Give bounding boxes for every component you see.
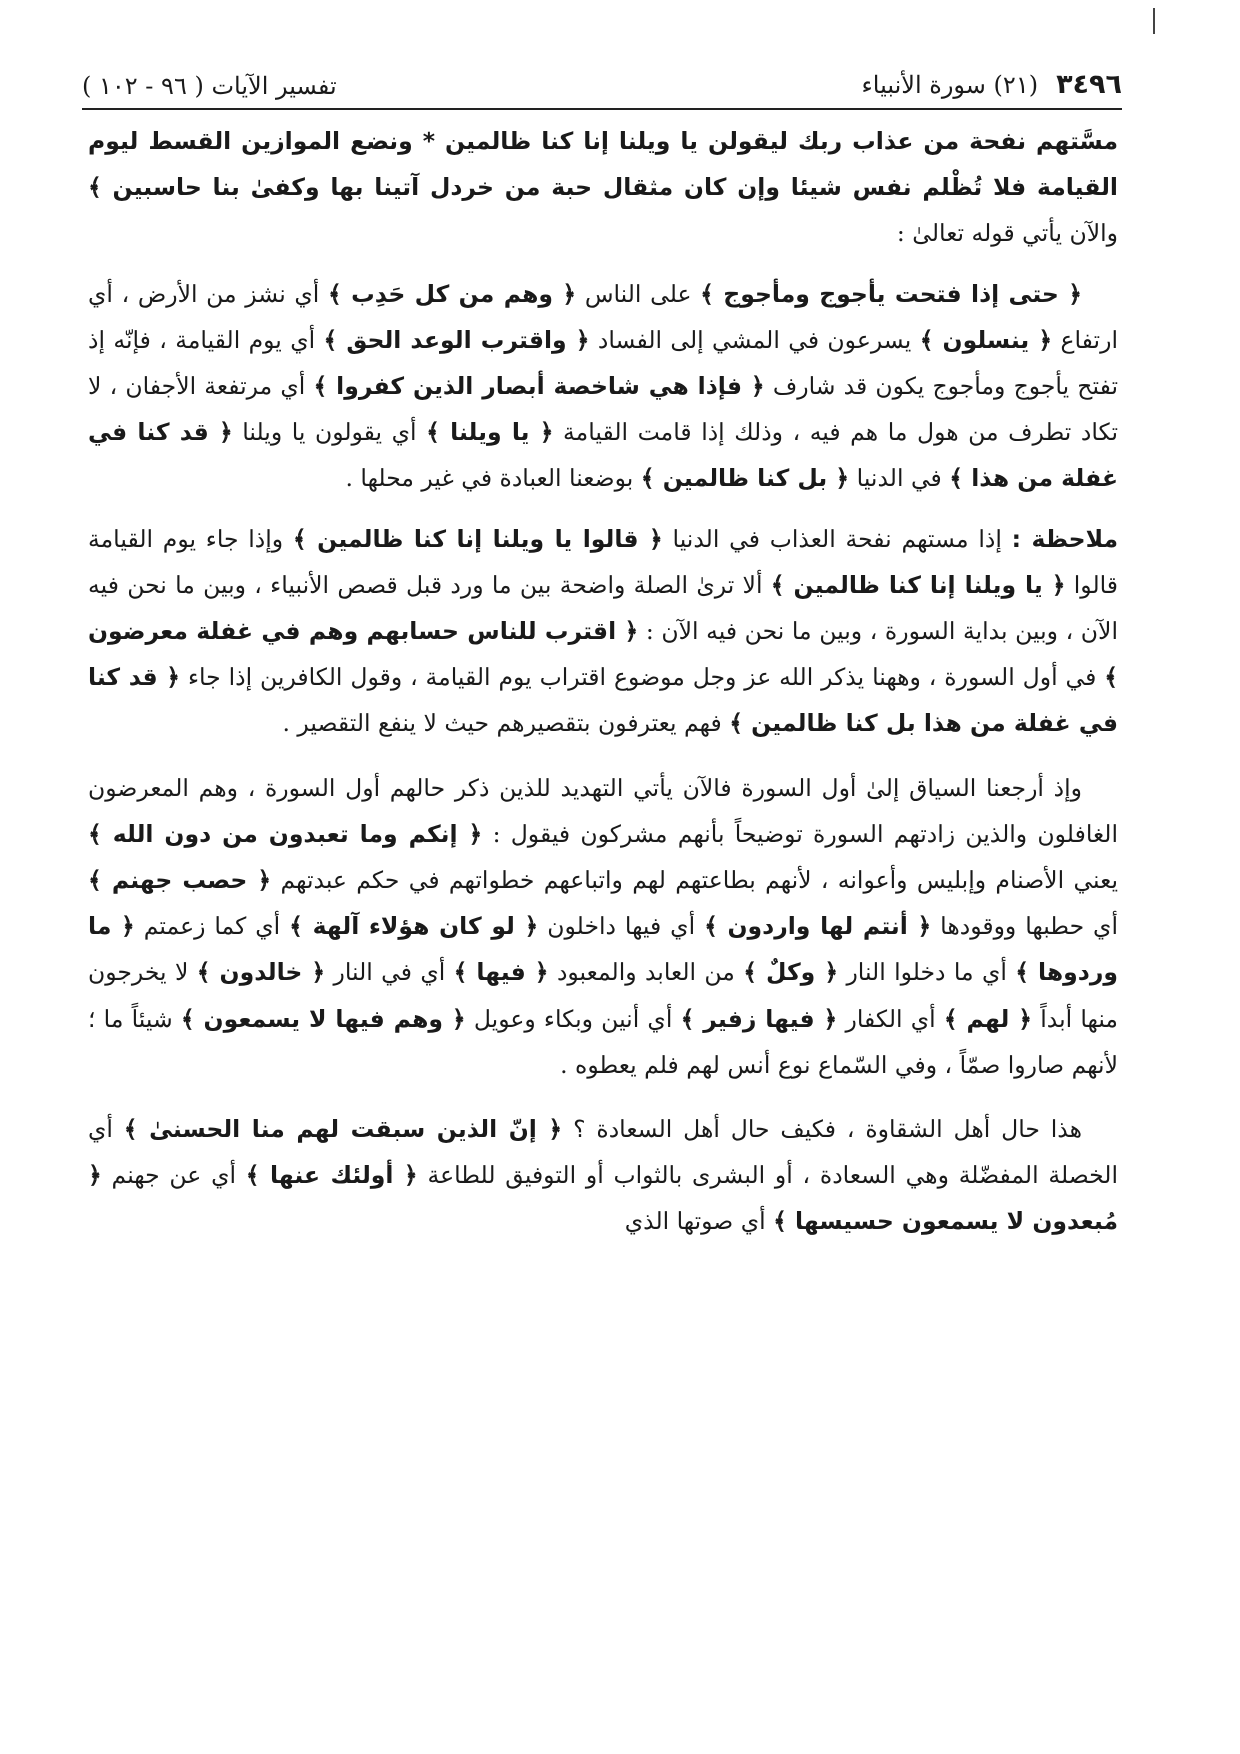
commentary-text: هذا حال أهل الشقاوة ، فكيف حال أهل السعادة ؟ [562,1115,1082,1144]
quran-text: ﴿ يا ويلنا ﴾ [426,418,554,447]
commentary-text: في أول السورة ، وههنا يذكر الله عز وجل موضوع اقتراب يوم القيامة ، وقول الكافرين إذا جاء [180,663,1105,692]
commentary-text: أي كما زعمتم [134,912,290,941]
commentary-text: بوضعنا العبادة في غير محلها . [345,464,641,493]
quran-text: ﴿ وكلٌ ﴾ [743,958,839,987]
commentary-text: أي ما دخلوا النار [838,958,1016,987]
quran-text: ﴿ لهم ﴾ [943,1004,1033,1033]
quran-text: مسَّتهم نفحة من عذاب ربك ليقولن يا ويلنا إنا كنا ظالمين * ونضع الموازين القسط ليوم القيامة فلا تُظْلم نفس شيئا وإن كان مثقال حبة من خردل آتينا بها وكفىٰ بنا حاسبين ﴾ [88,127,1118,202]
quran-text: ﴿ لو كان هؤلاء آلهة ﴾ [289,912,539,941]
quran-text: ملاحظة : [1011,524,1118,553]
main-text [88,118,1118,1245]
page-edge-mark [1153,8,1155,34]
header-right-group [862,69,1123,100]
header-divider [82,108,1122,110]
quran-text: ﴿ يا ويلنا إنا كنا ظالمين ﴾ [770,570,1066,599]
quran-text: ﴿ وهم فيها لا يسمعون ﴾ [180,1004,466,1033]
commentary-text: وإذ أرجعنا السياق إلىٰ أول السورة فالآن يأتي التهديد للذين ذكر حالهم أول السورة ، وهم المعرضون الغافلون والذين زادتهم السورة توضيحاً بأنهم مشركون فيقول : [88,773,1118,848]
quran-text: ﴿ قد كنا في غفلة من هذا بل كنا ظالمين ﴾ [88,663,1118,738]
quran-text: ﴿ قالوا يا ويلنا إنا كنا ظالمين ﴾ [292,524,663,553]
commentary-text: لا يخرجون منها أبداً [88,958,1119,1033]
paragraph-happiness [88,1106,1118,1245]
commentary-text: أي يوم القيامة ، فإنّه إذ تفتح يأجوج ومأجوج يكون قد شارف [88,325,1118,401]
quran-text: ﴿ أنتم لها واردون ﴾ [704,912,932,941]
commentary-text: أي فيها داخلون [538,912,705,941]
surah-label: (٢١) سورة الأنبياء [861,71,1039,99]
quran-text: ﴿ بل كنا ظالمين ﴾ [640,464,850,493]
commentary-text: يسرعون في المشي إلى الفساد [589,325,920,354]
commentary-text: من العابد والمعبود [548,958,744,987]
page-number: ٣٤٩٦ [1056,69,1122,100]
paragraph-threat [88,765,1118,1088]
commentary-text: أي صوتها الذي [624,1207,774,1236]
quran-text: ﴿ إنكم وما تعبدون من دون الله ﴾ [88,819,483,848]
commentary-text: والآن يأتي قوله تعالىٰ : [896,219,1118,248]
commentary-text: أي يقولون يا ويلنا [232,418,427,447]
quran-text: ﴿ أولئك عنها ﴾ [245,1161,418,1190]
commentary-text: أي في النار [325,958,454,987]
quran-text: ﴿ إنّ الذين سبقت لهم منا الحسنىٰ ﴾ [123,1115,563,1144]
commentary-text: أي نشز من الأرض ، أي ارتفاع [88,279,1118,354]
paragraph-gog-magog [88,271,1118,502]
commentary-text: وإذا جاء يوم القيامة قالوا [88,524,1118,599]
paragraph-note [88,516,1118,747]
commentary-text: أي مرتفعة الأجفان ، لا تكاد تطرف من هول ما هم فيه ، وذلك إذا قامت القيامة [88,372,1118,447]
quran-text: ﴿ حصب جهنم ﴾ [88,866,272,895]
commentary-text: في الدنيا [849,464,950,493]
commentary-text: أي الكفار [837,1004,944,1033]
quran-text: ﴿ واقترب الوعد الحق ﴾ [323,325,590,354]
commentary-text: أي عن جهنم [101,1161,246,1190]
quran-text: ﴿ ينسلون ﴾ [919,325,1053,354]
quran-text: ﴿ فيها زفير ﴾ [680,1004,838,1033]
quran-text: ﴿ فإذا هي شاخصة أبصار الذين كفروا ﴾ [313,372,765,401]
quran-text: ﴿ اقترب للناس حسابهم وهم في غفلة معرضون ﴾ [88,617,1118,692]
commentary-text: أي أنين وبكاء وعويل [465,1004,681,1033]
commentary-text: ألا ترىٰ الصلة واضحة بين ما ورد قبل قصص الأنبياء ، وبين ما نحن فيه الآن ، وبين بداية السورة ، وبين ما نحن فيه الآن : [88,570,1118,646]
section-label: تفسير الآيات ( ٩٦ - ١٠٢ ) [82,72,337,100]
commentary-text: أي الخصلة المفضّلة وهي السعادة ، أو البشرى بالثواب أو التوفيق للطاعة [88,1115,1118,1190]
running-header [82,44,1122,100]
commentary-text: يعني الأصنام وإبليس وأعوانه ، لأنهم بطاعتهم لهم واتباعهم خطواتهم في حكم عبدتهم [271,866,1118,895]
quran-text: ﴿ ما وردوها ﴾ [88,912,1118,987]
commentary-text: على الناس [576,279,701,308]
quran-text: ﴿ قد كنا في غفلة من هذا ﴾ [88,418,1118,493]
commentary-text: أي حطبها ووقودها [931,912,1118,941]
quran-text: ﴿ خالدون ﴾ [196,958,326,987]
commentary-text: إذا مستهم نفحة العذاب في الدنيا [662,524,1012,553]
commentary-text: فهم يعترفون بتقصيرهم حيث لا ينفع التقصير . [282,709,730,738]
paragraph-verses [88,118,1118,257]
quran-text: ﴿ مُبعدون لا يسمعون حسيسها ﴾ [88,1161,1118,1236]
quran-text: ﴿ حتى إذا فتحت يأجوج ومأجوج ﴾ [700,279,1082,308]
quran-text: ﴿ فيها ﴾ [453,958,549,987]
quran-text: ﴿ وهم من كل حَدِب ﴾ [328,279,577,308]
commentary-text: شيئاً ما ؛ لأنهم صاروا صمّاً ، وفي السّماع نوع أنس لهم فلم يعطوه . [88,1004,1118,1079]
